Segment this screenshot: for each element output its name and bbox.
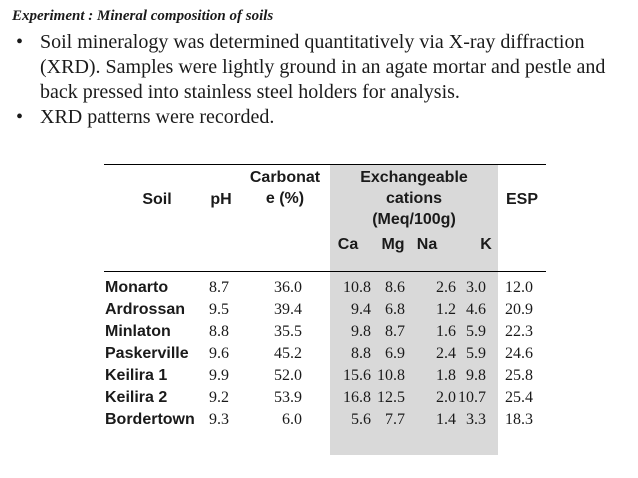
cell-ph: 8.8 <box>209 323 229 340</box>
header-exch-line2: cations <box>385 190 442 207</box>
cell-ca: 5.6 <box>351 411 371 428</box>
cell-ph: 9.3 <box>209 411 229 428</box>
cell-carbonate: 39.4 <box>274 301 302 318</box>
header-exch-line3: (Meq/100g) <box>372 211 456 228</box>
cell-carbonate: 53.9 <box>274 389 302 406</box>
table-top-rule <box>104 164 546 165</box>
header-bottom-rule <box>104 271 546 272</box>
header-ca: Ca <box>337 236 359 253</box>
cell-mg: 8.7 <box>385 323 405 340</box>
cell-soil: Monarto <box>105 279 169 296</box>
cell-esp: 24.6 <box>505 345 533 362</box>
header-ph: pH <box>210 191 232 208</box>
cell-k: 3.0 <box>466 279 486 296</box>
header-exchangeable-cations <box>330 167 498 230</box>
cell-soil: Keilira 2 <box>105 389 168 406</box>
cell-carbonate: 36.0 <box>274 279 302 296</box>
cell-na: 2.0 <box>436 389 456 406</box>
cell-ca: 10.8 <box>343 279 371 296</box>
cell-carbonate: 6.0 <box>282 411 302 428</box>
cell-na: 1.8 <box>436 367 456 384</box>
cell-k: 9.8 <box>466 367 486 384</box>
cell-ca: 16.8 <box>343 389 371 406</box>
cell-mg: 10.8 <box>377 367 405 384</box>
cell-ca: 9.8 <box>351 323 371 340</box>
cell-esp: 12.0 <box>505 279 533 296</box>
cell-k: 5.9 <box>466 345 486 362</box>
cell-soil: Keilira 1 <box>105 367 168 384</box>
header-carbonate-line2: e (%) <box>265 190 305 207</box>
cell-k: 10.7 <box>458 389 486 406</box>
cell-soil: Paskerville <box>105 345 189 362</box>
cell-na: 2.6 <box>436 279 456 296</box>
cell-na: 1.6 <box>436 323 456 340</box>
cell-na: 2.4 <box>436 345 456 362</box>
header-exch-line1: Exchangeable <box>360 169 468 186</box>
cell-soil: Minlaton <box>105 323 171 340</box>
cell-carbonate: 52.0 <box>274 367 302 384</box>
header-soil: Soil <box>142 191 172 208</box>
cell-na: 1.2 <box>436 301 456 318</box>
cell-k: 3.3 <box>466 411 486 428</box>
cell-mg: 8.6 <box>385 279 405 296</box>
cell-soil: Bordertown <box>105 411 195 428</box>
bullet-item: • Soil mineralogy was determined quantitatively via X-ray diffraction (XRD). Samples were lightly ground in an agate mortar and pestle and back pressed into stainless steel holders for analysis. <box>0 30 638 105</box>
cell-mg: 12.5 <box>377 389 405 406</box>
header-carbonate-line1: Carbonat <box>249 169 321 186</box>
cell-esp: 25.4 <box>505 389 533 406</box>
header-esp: ESP <box>505 191 538 208</box>
cell-esp: 18.3 <box>505 411 533 428</box>
cell-carbonate: 35.5 <box>274 323 302 340</box>
cell-esp: 25.8 <box>505 367 533 384</box>
slide-heading: Experiment : Mineral composition of soils <box>12 8 274 24</box>
bullet-item: • XRD patterns were recorded. <box>0 105 638 130</box>
cell-esp: 20.9 <box>505 301 533 318</box>
cell-ph: 9.6 <box>209 345 229 362</box>
cell-ph: 9.2 <box>209 389 229 406</box>
cell-ph: 9.5 <box>209 301 229 318</box>
bullet-list <box>0 30 638 130</box>
cell-mg: 6.8 <box>385 301 405 318</box>
cell-mg: 6.9 <box>385 345 405 362</box>
cell-na: 1.4 <box>436 411 456 428</box>
cell-ca: 15.6 <box>343 367 371 384</box>
cell-ph: 9.9 <box>209 367 229 384</box>
cell-ca: 8.8 <box>351 345 371 362</box>
cell-ph: 8.7 <box>209 279 229 296</box>
cell-soil: Ardrossan <box>105 301 186 318</box>
header-mg: Mg <box>381 236 405 253</box>
header-k: K <box>480 236 492 253</box>
cell-k: 4.6 <box>466 301 486 318</box>
cell-ca: 9.4 <box>351 301 371 318</box>
header-carbonate <box>240 167 330 209</box>
cell-carbonate: 45.2 <box>274 345 302 362</box>
cell-esp: 22.3 <box>505 323 533 340</box>
cell-k: 5.9 <box>466 323 486 340</box>
cell-mg: 7.7 <box>385 411 405 428</box>
header-na: Na <box>416 236 438 253</box>
